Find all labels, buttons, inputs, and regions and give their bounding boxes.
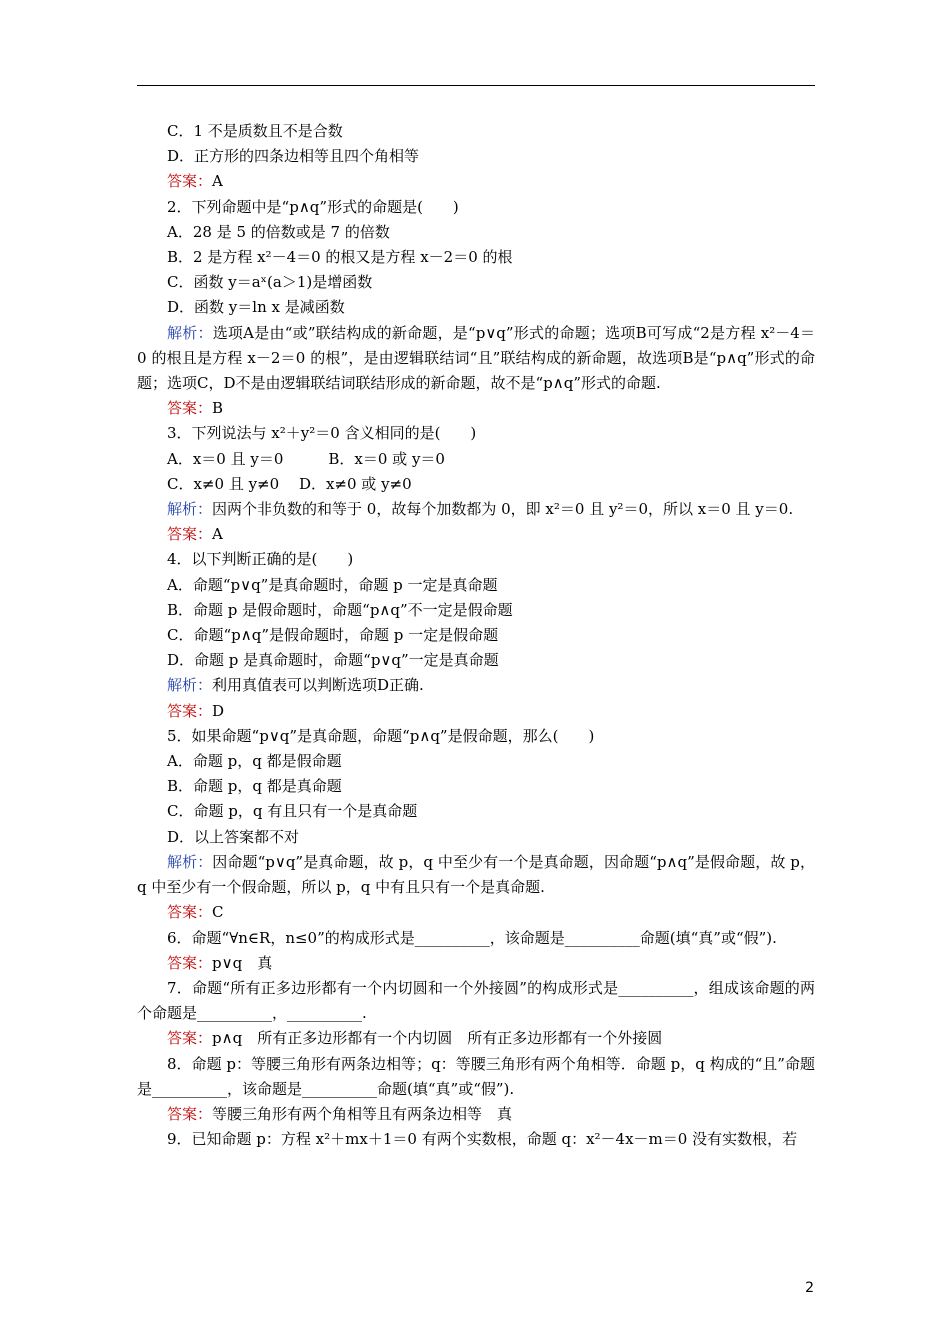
answer-line [137, 951, 815, 976]
answer-label: 答案： [167, 172, 213, 191]
text-line: D．函数 y＝ln x 是减函数 [167, 298, 345, 317]
analysis-paragraph [137, 673, 815, 698]
answer-label: 答案： [167, 1029, 213, 1048]
text-line: D．命题 p 是真命题时，命题“p∨q”一定是真命题 [167, 651, 499, 670]
analysis-paragraph [137, 497, 815, 522]
analysis-label: 解析： [167, 676, 213, 695]
text-line: 4．以下判断正确的是( ) [167, 550, 354, 569]
question-paragraph: 7．命题“所有正多边形都有一个内切圆和一个外接圆”的构成形式是__________，组成该命题的两个命题是__________，__________. [137, 978, 815, 1023]
answer-line [137, 169, 815, 194]
text-line: B．命题 p，q 都是真命题 [167, 777, 342, 796]
analysis-text: 选项A是由“或”联结构成的新命题，是“p∨q”形式的命题；选项B可写成“2是方程 x²－4＝0 的根且是方程 x－2＝0 的根”，是由逻辑联结词“且”联结构成的新命题，故选项B是“p∧q”形式的命题；选项C，D不是由逻辑联结词联结形成的新命题，故不是“p∧q”形式的命题. [137, 323, 815, 393]
text-line: C．1 不是质数且不是合数 [167, 122, 343, 140]
text-line: A．28 是 5 的倍数或是 7 的倍数 [167, 222, 390, 241]
answer-text: C [212, 903, 224, 922]
text-line: B．2 是方程 x²－4＝0 的根又是方程 x－2＝0 的根 [167, 248, 513, 267]
analysis-paragraph [137, 850, 815, 900]
text-line: C．x≠0 且 y≠0 D．x≠0 或 y≠0 [167, 474, 412, 493]
analysis-text: 因两个非负数的和等于 0，故每个加数都为 0，即 x²＝0 且 y²＝0，所以 x＝0 且 y＝0. [212, 500, 794, 519]
analysis-paragraph [137, 321, 815, 397]
analysis-label: 解析： [167, 852, 213, 871]
text-line: C．命题 p，q 有且只有一个是真命题 [167, 802, 418, 821]
question-paragraph: 6．命题“∀n∈R，n≤0”的构成形式是__________，该命题是__________命题(填“真”或“假”). [167, 928, 777, 947]
answer-label: 答案： [167, 953, 213, 972]
text-line: C．函数 y＝aˣ(a＞1)是增函数 [167, 273, 373, 292]
text-line: C．命题“p∧q”是假命题时，命题 p 一定是假命题 [167, 626, 499, 645]
answer-label: 答案： [167, 903, 213, 922]
text-line: A．命题“p∨q”是真命题时，命题 p 一定是真命题 [167, 575, 498, 594]
answer-text: A [212, 525, 223, 544]
answer-label: 答案： [167, 1104, 213, 1123]
answer-text: 等腰三角形有两个角相等且有两条边相等 真 [212, 1104, 513, 1123]
text-line: D．以上答案都不对 [167, 827, 300, 846]
answer-label: 答案： [167, 399, 213, 418]
answer-line [137, 1102, 815, 1127]
analysis-text: 因命题“p∨q”是真命题，故 p，q 中至少有一个是真命题，因命题“p∧q”是假命题，故 p，q 中至少有一个假命题，所以 p，q 中有且只有一个是真命题. [137, 852, 815, 897]
answer-line [137, 522, 815, 547]
text-line: B．命题 p 是假命题时，命题“p∧q”不一定是假命题 [167, 600, 513, 619]
text-line: A．x＝0 且 y＝0 B．x＝0 或 y＝0 [167, 449, 445, 468]
answer-line [137, 396, 815, 421]
header-rule [137, 85, 815, 86]
text-line: 9．已知命题 p：方程 x²＋mx＋1＝0 有两个实数根，命题 q：x²－4x－m＝0 没有实数根，若 [167, 1130, 798, 1149]
answer-line [137, 1026, 815, 1051]
text-line: 5．如果命题“p∨q”是真命题，命题“p∧q”是假命题，那么( ) [167, 726, 595, 745]
answer-text: A [212, 172, 223, 191]
answer-label: 答案： [167, 701, 213, 720]
text-line: A．命题 p，q 都是假命题 [167, 752, 342, 771]
answer-line [137, 900, 815, 925]
answer-line [137, 699, 815, 724]
page-number: 2 [805, 1280, 814, 1296]
analysis-label: 解析： [167, 500, 213, 519]
answer-label: 答案： [167, 525, 213, 544]
answer-text: D [212, 701, 225, 720]
document-body [137, 119, 815, 1152]
analysis-label: 解析： [167, 323, 213, 342]
answer-text: p∨q 真 [212, 953, 273, 972]
analysis-text: 利用真值表可以判断选项D正确. [212, 676, 424, 695]
text-line: 2．下列命题中是“p∧q”形式的命题是( ) [167, 197, 459, 216]
answer-text: p∧q 所有正多边形都有一个内切圆 所有正多边形都有一个外接圆 [212, 1029, 663, 1048]
text-line: D．正方形的四条边相等且四个角相等 [167, 147, 420, 166]
text-line: 3．下列说法与 x²＋y²＝0 含义相同的是( ) [167, 424, 477, 443]
question-paragraph: 8．命题 p：等腰三角形有两条边相等；q：等腰三角形有两个角相等．命题 p，q 构成的“且”命题是__________，该命题是__________命题(填“真”或“假”). [137, 1054, 815, 1098]
answer-text: B [212, 399, 224, 418]
